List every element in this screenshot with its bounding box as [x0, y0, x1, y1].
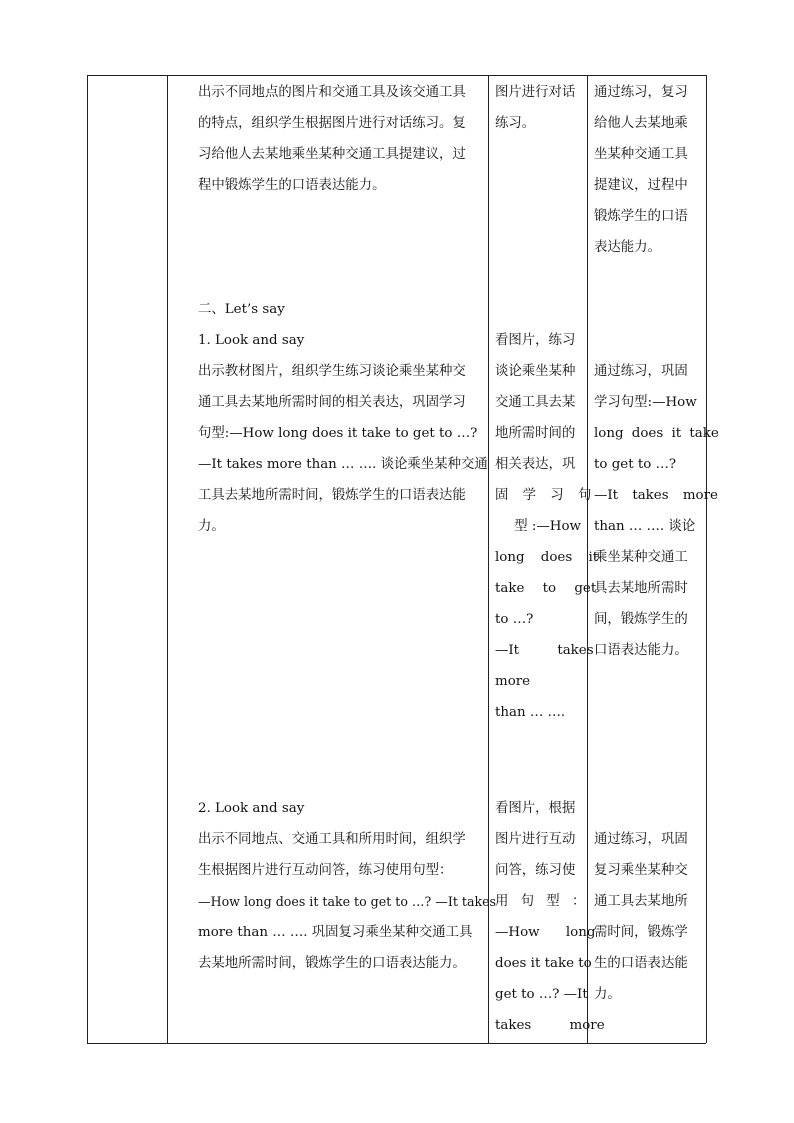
activity-line: 的特点，组织学生根据图片进行对话练习。复 — [198, 116, 466, 131]
student-line: 用 句 型 ： — [495, 894, 590, 909]
subsection-title: 1. Look and say — [198, 333, 305, 348]
activity-line: 工具去某地所需时间，锻炼学生的口语表达能 — [198, 488, 466, 503]
purpose-line: 通过练习，巩固 — [594, 832, 688, 847]
purpose-line: to get to …? — [594, 457, 677, 472]
section1-purpose — [594, 77, 700, 263]
student-line: get to …? —It — [495, 987, 588, 1002]
activity-line: —It takes more than … …. 谈论乘坐某种交通 — [198, 457, 488, 472]
purpose-line: —It takes more — [594, 488, 718, 503]
purpose-line: 通工具去某地所 — [594, 894, 688, 909]
student-line: to …? — [495, 612, 534, 627]
section-heading: 二、Let’s say — [198, 302, 285, 317]
student-line: take to get — [495, 581, 597, 596]
activity-line: 去某地所需时间，锻炼学生的口语表达能力。 — [198, 956, 466, 971]
student-line: 图片进行对话 — [495, 85, 576, 100]
student-line: 看图片，练习 — [495, 333, 576, 348]
student-line: 型 :—How — [514, 519, 581, 534]
student-line: does it take to — [495, 956, 592, 971]
purpose-line: 通过练习，巩固 — [594, 364, 688, 379]
student-line: 图片进行互动 — [495, 832, 576, 847]
activity-line: 出示教材图片，组织学生练习谈论乘坐某种交 — [198, 364, 466, 379]
student-line: 练习。 — [495, 116, 536, 131]
activity-line: 生根据图片进行互动问答，练习使用句型： — [198, 863, 453, 878]
student-line: 固 学 习 句 — [495, 488, 597, 503]
section1-student-activity — [495, 77, 581, 139]
purpose-line: 锻炼学生的口语 — [594, 209, 688, 224]
activity-line: 出示不同地点的图片和交通工具及该交通工具 — [198, 85, 466, 100]
activity-line: more than … …. 巩固复习乘坐某种交通工具 — [198, 925, 473, 940]
student-line: 谈论乘坐某种 — [495, 364, 576, 379]
student-line: —How long — [495, 925, 596, 940]
purpose-line: 乘坐某种交通工 — [594, 550, 688, 565]
student-line: 相关表达，巩 — [495, 457, 576, 472]
purpose-line: 复习乘坐某种交 — [594, 863, 688, 878]
activity-line: 通工具去某地所需时间的相关表达，巩固学习 — [198, 395, 466, 410]
table-border-left — [87, 75, 88, 1043]
student-line: 地所需时间的 — [495, 426, 576, 441]
sub2-purpose — [594, 824, 700, 1010]
activity-line: 程中锻炼学生的口语表达能力。 — [198, 178, 386, 193]
subsection-title: 2. Look and say — [198, 801, 305, 816]
table-border-right — [706, 75, 707, 1043]
table-top-border — [87, 75, 706, 76]
student-line: than … …. — [495, 705, 566, 720]
student-line: —It takes — [495, 643, 594, 658]
section1-activity — [198, 77, 480, 201]
student-line: 看图片，根据 — [495, 801, 576, 816]
section2-heading-block — [198, 294, 488, 542]
activity-line: 句型:—How long does it take to get to …? — [198, 426, 478, 441]
purpose-line: 学习句型:—How — [594, 395, 697, 410]
purpose-line: 口语表达能力。 — [594, 643, 688, 658]
student-line: 问答，练习使 — [495, 863, 576, 878]
activity-line: —How long does it take to get to …? —It takes — [198, 894, 497, 909]
purpose-line: 给他人去某地乘 — [594, 116, 688, 131]
table-bottom-border — [87, 1043, 706, 1044]
sub2-activity — [198, 793, 497, 979]
purpose-line: 生的口语表达能 — [594, 956, 688, 971]
student-line: takes more — [495, 1018, 605, 1033]
purpose-line: 通过练习，复习 — [594, 85, 688, 100]
sub1-purpose — [594, 356, 719, 666]
student-line: more — [495, 674, 531, 689]
purpose-line: 表达能力。 — [594, 240, 661, 255]
purpose-line: than … …. 谈论 — [594, 519, 696, 534]
activity-line: 力。 — [198, 519, 225, 534]
student-line: long does it — [495, 550, 599, 565]
activity-line: 习给他人去某地乘坐某种交通工具提建议，过 — [198, 147, 466, 162]
table-column-divider-1 — [167, 75, 168, 1043]
purpose-line: 间，锻炼学生的 — [594, 612, 688, 627]
purpose-line: 坐某种交通工具 — [594, 147, 688, 162]
sub1-student-activity — [495, 325, 599, 728]
purpose-line: 需时间，锻炼学 — [594, 925, 688, 940]
activity-line: 出示不同地点、交通工具和所用时间，组织学 — [198, 832, 466, 847]
purpose-line: 提建议，过程中 — [594, 178, 688, 193]
student-line: 交通工具去某 — [495, 395, 576, 410]
purpose-line: 力。 — [594, 987, 621, 1002]
sub2-student-activity — [495, 793, 605, 1041]
purpose-line: long does it take — [594, 426, 719, 441]
purpose-line: 具去某地所需时 — [594, 581, 688, 596]
